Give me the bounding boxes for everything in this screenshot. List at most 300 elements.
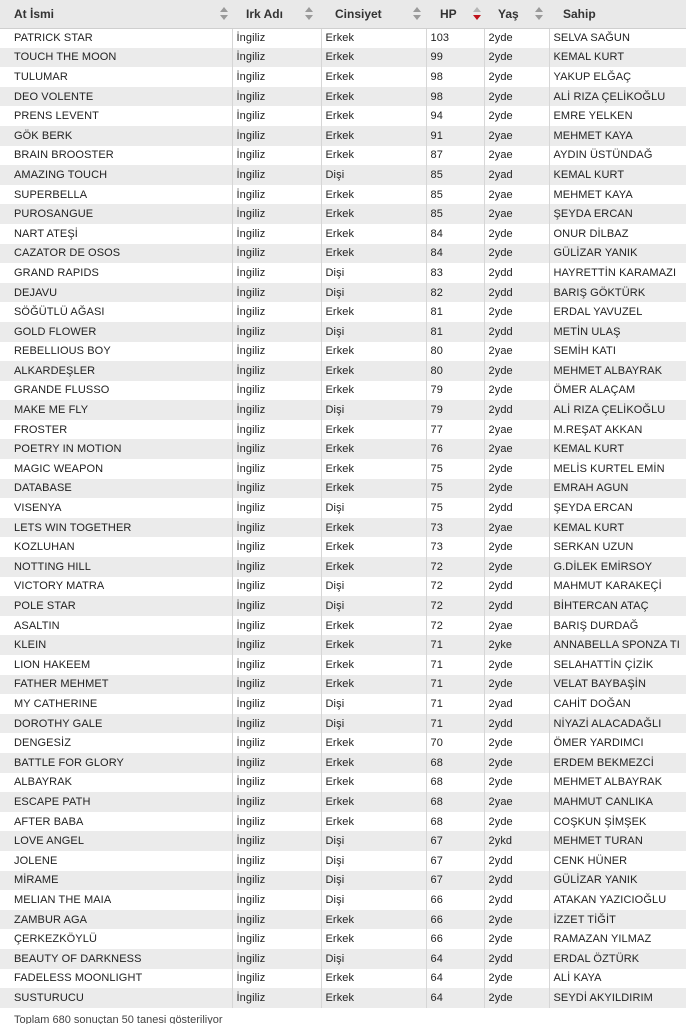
- horse-name-cell[interactable]: VICTORY MATRA: [0, 577, 232, 597]
- table-row[interactable]: [0, 459, 686, 479]
- age-cell: 2yae: [484, 146, 549, 166]
- hp-cell: 73: [426, 537, 484, 557]
- table-row[interactable]: [0, 694, 686, 714]
- horse-name-cell[interactable]: MY CATHERINE: [0, 694, 232, 714]
- age-cell: 2yde: [484, 753, 549, 773]
- gender-cell: Erkek: [321, 537, 426, 557]
- hp-cell: 81: [426, 322, 484, 342]
- gender-cell: Erkek: [321, 988, 426, 1008]
- horse-name-cell[interactable]: TOUCH THE MOON: [0, 48, 232, 68]
- owner-cell: YAKUP ELĞAÇ: [549, 67, 686, 87]
- age-cell: 2yae: [484, 616, 549, 636]
- horse-name-cell[interactable]: BATTLE FOR GLORY: [0, 753, 232, 773]
- breed-cell: İngiliz: [232, 949, 321, 969]
- table-row[interactable]: [0, 988, 686, 1008]
- table-row[interactable]: [0, 969, 686, 989]
- age-cell: 2yde: [484, 988, 549, 1008]
- horse-name-cell[interactable]: POETRY IN MOTION: [0, 439, 232, 459]
- breed-cell: İngiliz: [232, 420, 321, 440]
- horse-name-cell[interactable]: LOVE ANGEL: [0, 831, 232, 851]
- gender-cell: Dişi: [321, 400, 426, 420]
- sort-desc-icon[interactable]: [473, 7, 481, 22]
- hp-cell: 99: [426, 48, 484, 68]
- table-row[interactable]: [0, 596, 686, 616]
- table-row[interactable]: [0, 28, 686, 48]
- table-row[interactable]: [0, 655, 686, 675]
- gender-cell: Erkek: [321, 185, 426, 205]
- breed-cell: İngiliz: [232, 224, 321, 244]
- table-row[interactable]: [0, 165, 686, 185]
- gender-cell: Erkek: [321, 67, 426, 87]
- age-cell: 2ydd: [484, 890, 549, 910]
- horse-name-cell[interactable]: ESCAPE PATH: [0, 792, 232, 812]
- horse-name-cell[interactable]: FADELESS MOONLIGHT: [0, 969, 232, 989]
- age-cell: 2yde: [484, 969, 549, 989]
- age-cell: 2yde: [484, 773, 549, 793]
- horse-name-cell[interactable]: ZAMBUR AGA: [0, 910, 232, 930]
- horse-name-cell[interactable]: GOLD FLOWER: [0, 322, 232, 342]
- horse-name-cell[interactable]: FATHER MEHMET: [0, 675, 232, 695]
- age-cell: 2yae: [484, 518, 549, 538]
- breed-cell: İngiliz: [232, 910, 321, 930]
- age-cell: 2ydd: [484, 871, 549, 891]
- table-row[interactable]: [0, 283, 686, 303]
- table-row[interactable]: [0, 322, 686, 342]
- hp-cell: 84: [426, 244, 484, 264]
- gender-cell: Dişi: [321, 596, 426, 616]
- gender-cell: Erkek: [321, 342, 426, 362]
- owner-cell: BİHTERCAN ATAÇ: [549, 596, 686, 616]
- breed-cell: İngiliz: [232, 792, 321, 812]
- gender-cell: Erkek: [321, 361, 426, 381]
- header-horse-name-label: At İsmi: [14, 6, 55, 21]
- table-row[interactable]: [0, 831, 686, 851]
- horse-name-cell[interactable]: BRAIN BROOSTER: [0, 146, 232, 166]
- horse-name-cell[interactable]: LION HAKEEM: [0, 655, 232, 675]
- horse-name-cell[interactable]: PUROSANGUE: [0, 204, 232, 224]
- hp-cell: 72: [426, 577, 484, 597]
- horse-name-cell[interactable]: KOZLUHAN: [0, 537, 232, 557]
- horse-name-cell[interactable]: PATRICK STAR: [0, 28, 232, 48]
- age-cell: 2yae: [484, 204, 549, 224]
- table-row[interactable]: [0, 204, 686, 224]
- hp-cell: 80: [426, 361, 484, 381]
- table-row[interactable]: [0, 812, 686, 832]
- hp-cell: 82: [426, 283, 484, 303]
- age-cell: 2yde: [484, 929, 549, 949]
- breed-cell: İngiliz: [232, 518, 321, 538]
- horse-name-cell[interactable]: DEJAVU: [0, 283, 232, 303]
- table-row[interactable]: [0, 244, 686, 264]
- owner-cell: EMRAH AGUN: [549, 479, 686, 499]
- hp-cell: 103: [426, 28, 484, 48]
- owner-cell: ŞEYDA ERCAN: [549, 204, 686, 224]
- horse-name-cell[interactable]: DATABASE: [0, 479, 232, 499]
- owner-cell: MEHMET ALBAYRAK: [549, 773, 686, 793]
- gender-cell: Dişi: [321, 283, 426, 303]
- table-row[interactable]: [0, 224, 686, 244]
- gender-cell: Dişi: [321, 263, 426, 283]
- breed-cell: İngiliz: [232, 106, 321, 126]
- breed-cell: İngiliz: [232, 851, 321, 871]
- hp-cell: 73: [426, 518, 484, 538]
- table-row[interactable]: [0, 439, 686, 459]
- table-row[interactable]: [0, 851, 686, 871]
- table-row[interactable]: [0, 733, 686, 753]
- owner-cell: ERDEM BEKMEZCİ: [549, 753, 686, 773]
- gender-cell: Erkek: [321, 518, 426, 538]
- table-row[interactable]: [0, 949, 686, 969]
- horse-name-cell[interactable]: AFTER BABA: [0, 812, 232, 832]
- breed-cell: İngiliz: [232, 342, 321, 362]
- hp-cell: 84: [426, 224, 484, 244]
- table-row[interactable]: [0, 518, 686, 538]
- age-cell: 2ydd: [484, 596, 549, 616]
- owner-cell: KEMAL KURT: [549, 518, 686, 538]
- hp-cell: 75: [426, 479, 484, 499]
- horse-name-cell[interactable]: SUSTURUCU: [0, 988, 232, 1008]
- age-cell: 2ydd: [484, 322, 549, 342]
- age-cell: 2yae: [484, 792, 549, 812]
- breed-cell: İngiliz: [232, 557, 321, 577]
- horse-name-cell[interactable]: ALKARDEŞLER: [0, 361, 232, 381]
- gender-cell: Dişi: [321, 577, 426, 597]
- age-cell: 2ydd: [484, 851, 549, 871]
- horse-name-cell[interactable]: POLE STAR: [0, 596, 232, 616]
- gender-cell: Erkek: [321, 479, 426, 499]
- breed-cell: İngiliz: [232, 616, 321, 636]
- gender-cell: Erkek: [321, 655, 426, 675]
- owner-cell: SEMİH KATI: [549, 342, 686, 362]
- owner-cell: ALİ RIZA ÇELİKOĞLU: [549, 400, 686, 420]
- horse-name-cell[interactable]: MELIAN THE MAIA: [0, 890, 232, 910]
- gender-cell: Erkek: [321, 910, 426, 930]
- breed-cell: İngiliz: [232, 283, 321, 303]
- horse-name-cell[interactable]: NOTTING HILL: [0, 557, 232, 577]
- header-breed[interactable]: [232, 0, 321, 28]
- table-row[interactable]: [0, 871, 686, 891]
- owner-cell: KEMAL KURT: [549, 439, 686, 459]
- horse-name-cell[interactable]: TULUMAR: [0, 67, 232, 87]
- gender-cell: Erkek: [321, 635, 426, 655]
- hp-cell: 64: [426, 969, 484, 989]
- table-body: [0, 28, 686, 1008]
- gender-cell: Dişi: [321, 498, 426, 518]
- owner-cell: CAHİT DOĞAN: [549, 694, 686, 714]
- gender-cell: Dişi: [321, 949, 426, 969]
- gender-cell: Dişi: [321, 890, 426, 910]
- owner-cell: MEHMET KAYA: [549, 126, 686, 146]
- table-row[interactable]: [0, 929, 686, 949]
- gender-cell: Erkek: [321, 106, 426, 126]
- hp-cell: 67: [426, 851, 484, 871]
- gender-cell: Dişi: [321, 694, 426, 714]
- age-cell: 2yae: [484, 420, 549, 440]
- age-cell: 2yad: [484, 165, 549, 185]
- hp-cell: 71: [426, 655, 484, 675]
- table-row[interactable]: [0, 420, 686, 440]
- header-gender-label: Cinsiyet: [335, 6, 382, 21]
- table-row[interactable]: [0, 675, 686, 695]
- table-row[interactable]: [0, 342, 686, 362]
- horse-name-cell[interactable]: GÖK BERK: [0, 126, 232, 146]
- horse-name-cell[interactable]: MİRAME: [0, 871, 232, 891]
- horse-name-cell[interactable]: DOROTHY GALE: [0, 714, 232, 734]
- horse-name-cell[interactable]: NART ATEŞİ: [0, 224, 232, 244]
- hp-cell: 75: [426, 459, 484, 479]
- age-cell: 2ydd: [484, 263, 549, 283]
- horse-name-cell[interactable]: REBELLIOUS BOY: [0, 342, 232, 362]
- age-cell: 2yde: [484, 302, 549, 322]
- owner-cell: COŞKUN ŞİMŞEK: [549, 812, 686, 832]
- table-row[interactable]: [0, 557, 686, 577]
- owner-cell: KEMAL KURT: [549, 165, 686, 185]
- table-row[interactable]: [0, 146, 686, 166]
- owner-cell: CENK HÜNER: [549, 851, 686, 871]
- owner-cell: ATAKAN YAZICIOĞLU: [549, 890, 686, 910]
- horse-name-cell[interactable]: PRENS LEVENT: [0, 106, 232, 126]
- header-hp-label: HP: [440, 6, 457, 21]
- owner-cell: METİN ULAŞ: [549, 322, 686, 342]
- horse-name-cell[interactable]: SUPERBELLA: [0, 185, 232, 205]
- hp-cell: 72: [426, 557, 484, 577]
- gender-cell: Erkek: [321, 224, 426, 244]
- age-cell: 2yde: [484, 87, 549, 107]
- table-row[interactable]: [0, 577, 686, 597]
- hp-cell: 81: [426, 302, 484, 322]
- horse-name-cell[interactable]: ALBAYRAK: [0, 773, 232, 793]
- owner-cell: SELVA SAĞUN: [549, 28, 686, 48]
- gender-cell: Erkek: [321, 244, 426, 264]
- owner-cell: MEHMET ALBAYRAK: [549, 361, 686, 381]
- hp-cell: 76: [426, 439, 484, 459]
- header-horse-name[interactable]: [0, 0, 232, 28]
- gender-cell: Erkek: [321, 48, 426, 68]
- gender-cell: Erkek: [321, 126, 426, 146]
- table-row[interactable]: [0, 67, 686, 87]
- hp-cell: 79: [426, 381, 484, 401]
- table-row[interactable]: [0, 479, 686, 499]
- horse-name-cell[interactable]: VISENYA: [0, 498, 232, 518]
- hp-cell: 68: [426, 753, 484, 773]
- age-cell: 2yde: [484, 244, 549, 264]
- horse-name-cell[interactable]: DENGESİZ: [0, 733, 232, 753]
- owner-cell: KEMAL KURT: [549, 48, 686, 68]
- sort-arrows-icon[interactable]: [305, 7, 313, 22]
- breed-cell: İngiliz: [232, 890, 321, 910]
- age-cell: 2yde: [484, 733, 549, 753]
- breed-cell: İngiliz: [232, 381, 321, 401]
- sort-arrows-icon[interactable]: [413, 7, 421, 22]
- hp-cell: 68: [426, 812, 484, 832]
- owner-cell: MEHMET KAYA: [549, 185, 686, 205]
- header-owner[interactable]: [549, 0, 686, 28]
- breed-cell: İngiliz: [232, 871, 321, 891]
- header-gender[interactable]: [321, 0, 426, 28]
- table-row[interactable]: [0, 48, 686, 68]
- hp-cell: 72: [426, 616, 484, 636]
- sort-arrows-icon[interactable]: [535, 7, 543, 22]
- table-row[interactable]: [0, 126, 686, 146]
- horse-name-cell[interactable]: MAGIC WEAPON: [0, 459, 232, 479]
- owner-cell: ONUR DİLBAZ: [549, 224, 686, 244]
- table-row[interactable]: [0, 616, 686, 636]
- owner-cell: ALİ RIZA ÇELİKOĞLU: [549, 87, 686, 107]
- horse-name-cell[interactable]: AMAZING TOUCH: [0, 165, 232, 185]
- breed-cell: İngiliz: [232, 988, 321, 1008]
- age-cell: 2ydd: [484, 283, 549, 303]
- hp-cell: 71: [426, 675, 484, 695]
- horse-name-cell[interactable]: DEO VOLENTE: [0, 87, 232, 107]
- results-summary: Toplam 680 sonuçtan 50 tanesi gösteriliyor: [14, 1014, 223, 1024]
- age-cell: 2ydd: [484, 400, 549, 420]
- hp-cell: 67: [426, 871, 484, 891]
- horse-name-cell[interactable]: KLEIN: [0, 635, 232, 655]
- age-cell: 2yde: [484, 224, 549, 244]
- breed-cell: İngiliz: [232, 165, 321, 185]
- hp-cell: 80: [426, 342, 484, 362]
- table-row[interactable]: [0, 361, 686, 381]
- table-row[interactable]: [0, 400, 686, 420]
- table-row[interactable]: [0, 635, 686, 655]
- hp-cell: 71: [426, 635, 484, 655]
- owner-cell: SERKAN UZUN: [549, 537, 686, 557]
- table-row[interactable]: [0, 106, 686, 126]
- owner-cell: VELAT BAYBAŞİN: [549, 675, 686, 695]
- age-cell: 2yde: [484, 28, 549, 48]
- header-hp[interactable]: [426, 0, 484, 28]
- owner-cell: SEYDİ AKYILDIRIM: [549, 988, 686, 1008]
- table-row[interactable]: [0, 263, 686, 283]
- gender-cell: Dişi: [321, 322, 426, 342]
- owner-cell: AYDIN ÜSTÜNDAĞ: [549, 146, 686, 166]
- header-age[interactable]: [484, 0, 549, 28]
- gender-cell: Dişi: [321, 165, 426, 185]
- age-cell: 2ydd: [484, 577, 549, 597]
- owner-cell: MEHMET TURAN: [549, 831, 686, 851]
- gender-cell: Dişi: [321, 851, 426, 871]
- table-row[interactable]: [0, 910, 686, 930]
- age-cell: 2yde: [484, 655, 549, 675]
- breed-cell: İngiliz: [232, 263, 321, 283]
- table-row[interactable]: [0, 753, 686, 773]
- breed-cell: İngiliz: [232, 577, 321, 597]
- breed-cell: İngiliz: [232, 48, 321, 68]
- breed-cell: İngiliz: [232, 87, 321, 107]
- owner-cell: ÖMER YARDIMCI: [549, 733, 686, 753]
- horse-name-cell[interactable]: SÖĞÜTLÜ AĞASI: [0, 302, 232, 322]
- gender-cell: Dişi: [321, 871, 426, 891]
- gender-cell: Dişi: [321, 831, 426, 851]
- table-row[interactable]: [0, 773, 686, 793]
- table-row[interactable]: [0, 714, 686, 734]
- owner-cell: MAHMUT CANLIKA: [549, 792, 686, 812]
- age-cell: 2ydd: [484, 714, 549, 734]
- horse-name-cell[interactable]: ASALTIN: [0, 616, 232, 636]
- table-row[interactable]: [0, 87, 686, 107]
- breed-cell: İngiliz: [232, 812, 321, 832]
- header-owner-label: Sahip: [563, 6, 596, 21]
- age-cell: 2ydd: [484, 498, 549, 518]
- horse-name-cell[interactable]: GRANDE FLUSSO: [0, 381, 232, 401]
- horse-name-cell[interactable]: BEAUTY OF DARKNESS: [0, 949, 232, 969]
- gender-cell: Erkek: [321, 87, 426, 107]
- horse-name-cell[interactable]: CAZATOR DE OSOS: [0, 244, 232, 264]
- gender-cell: Erkek: [321, 28, 426, 48]
- table-row[interactable]: [0, 792, 686, 812]
- breed-cell: İngiliz: [232, 753, 321, 773]
- table-row[interactable]: [0, 498, 686, 518]
- gender-cell: Erkek: [321, 420, 426, 440]
- owner-cell: GÜLİZAR YANIK: [549, 244, 686, 264]
- hp-cell: 77: [426, 420, 484, 440]
- hp-cell: 66: [426, 929, 484, 949]
- age-cell: 2yae: [484, 185, 549, 205]
- breed-cell: İngiliz: [232, 126, 321, 146]
- breed-cell: İngiliz: [232, 185, 321, 205]
- age-cell: 2yde: [484, 459, 549, 479]
- table-header-row: [0, 0, 686, 28]
- horse-name-cell[interactable]: FROSTER: [0, 420, 232, 440]
- breed-cell: İngiliz: [232, 146, 321, 166]
- table-row[interactable]: [0, 890, 686, 910]
- hp-cell: 83: [426, 263, 484, 283]
- breed-cell: İngiliz: [232, 28, 321, 48]
- hp-cell: 70: [426, 733, 484, 753]
- breed-cell: İngiliz: [232, 635, 321, 655]
- owner-cell: ŞEYDA ERCAN: [549, 498, 686, 518]
- table-row[interactable]: [0, 185, 686, 205]
- owner-cell: ÖMER ALAÇAM: [549, 381, 686, 401]
- header-breed-label: Irk Adı: [246, 6, 283, 21]
- hp-cell: 85: [426, 165, 484, 185]
- hp-cell: 66: [426, 890, 484, 910]
- owner-cell: MAHMUT KARAKEÇİ: [549, 577, 686, 597]
- breed-cell: İngiliz: [232, 400, 321, 420]
- hp-cell: 94: [426, 106, 484, 126]
- age-cell: 2yad: [484, 694, 549, 714]
- owner-cell: SELAHATTİN ÇİZİK: [549, 655, 686, 675]
- breed-cell: İngiliz: [232, 596, 321, 616]
- age-cell: 2yde: [484, 361, 549, 381]
- horse-name-cell[interactable]: LETS WIN TOGETHER: [0, 518, 232, 538]
- gender-cell: Erkek: [321, 969, 426, 989]
- table-row[interactable]: [0, 537, 686, 557]
- owner-cell: NİYAZİ ALACADAĞLI: [549, 714, 686, 734]
- horse-name-cell[interactable]: GRAND RAPIDS: [0, 263, 232, 283]
- age-cell: 2yae: [484, 342, 549, 362]
- hp-cell: 68: [426, 773, 484, 793]
- hp-cell: 87: [426, 146, 484, 166]
- hp-cell: 91: [426, 126, 484, 146]
- owner-cell: ALİ KAYA: [549, 969, 686, 989]
- sort-arrows-icon[interactable]: [220, 7, 228, 22]
- age-cell: 2yde: [484, 557, 549, 577]
- horse-name-cell[interactable]: ÇERKEZKÖYLÜ: [0, 929, 232, 949]
- gender-cell: Erkek: [321, 773, 426, 793]
- gender-cell: Erkek: [321, 381, 426, 401]
- table-row[interactable]: [0, 302, 686, 322]
- gender-cell: Erkek: [321, 812, 426, 832]
- owner-cell: ANNABELLA SPONZA TI: [549, 635, 686, 655]
- age-cell: 2yde: [484, 381, 549, 401]
- breed-cell: İngiliz: [232, 733, 321, 753]
- table-row[interactable]: [0, 381, 686, 401]
- horse-name-cell[interactable]: MAKE ME FLY: [0, 400, 232, 420]
- horse-name-cell[interactable]: JOLENE: [0, 851, 232, 871]
- owner-cell: RAMAZAN YILMAZ: [549, 929, 686, 949]
- age-cell: 2yde: [484, 106, 549, 126]
